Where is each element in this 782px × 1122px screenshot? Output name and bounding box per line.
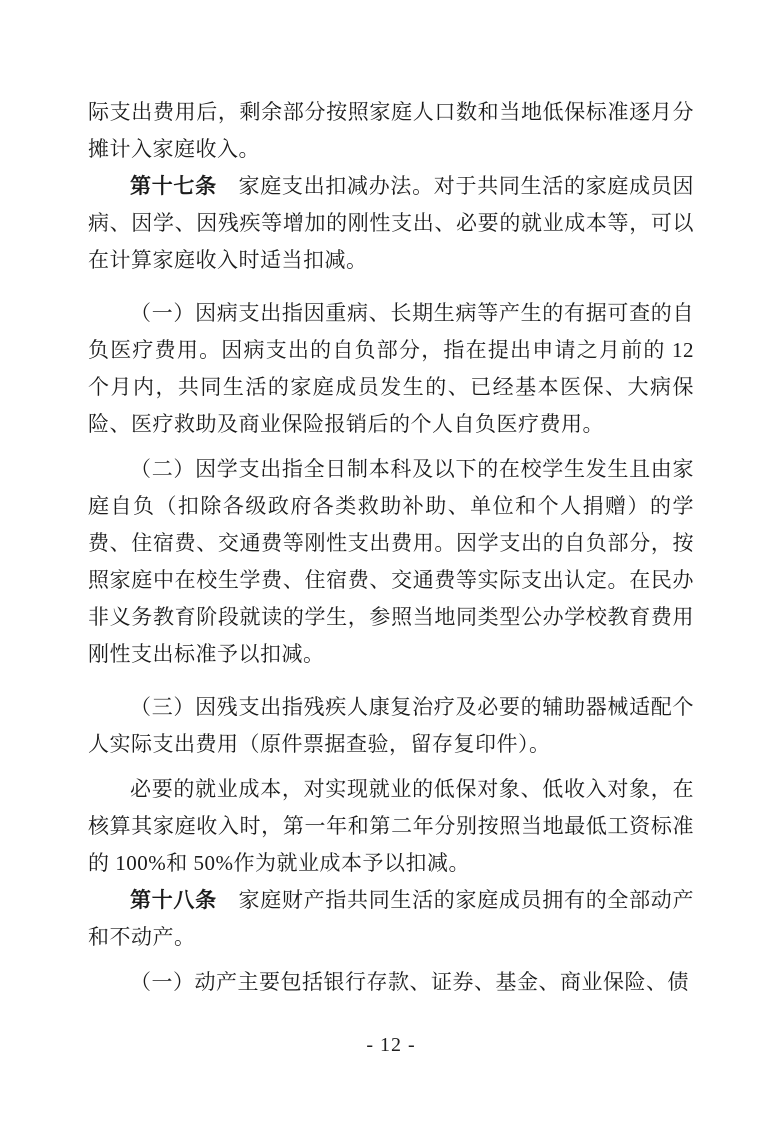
paragraph-text: 必要的就业成本，对实现就业的低保对象、低收入对象，在核算其家庭收入时，第一年和第二年分别按照当地最低工资标准的 100%和 50%作为就业成本予以扣减。 xyxy=(88,777,694,875)
document-body xyxy=(88,94,694,1001)
paragraph-text: 家庭财产指共同生活的家庭成员拥有的全部动产和不动产。 xyxy=(88,888,695,949)
paragraph-text: （一）动产主要包括银行存款、证券、基金、商业保险、债 xyxy=(130,970,689,994)
paragraph-text: （二）因学支出指全日制本科及以下的在校学生发生且由家庭自负（扣除各级政府各类救助补助、单位和个人捐赠）的学费、住宿费、交通费等刚性支出费用。因学支出的自负部分，按照家庭中在校生学费、住宿费、交通费等实际支出认定。在民办非义务教育阶段就读的学生，参照当地同类型公办学校教育费用刚性支出标准予以扣减。 xyxy=(88,457,694,666)
paragraph-text: （一）因病支出指因重病、长期生病等产生的有据可查的自负医疗费用。因病支出的自负部分，指在提出申请之月前的 12 个月内，共同生活的家庭成员发生的、已经基本医保、大病保险、医疗救助及商业保险报销后的个人自负医疗费用。 xyxy=(88,301,694,436)
paragraph-employment-cost xyxy=(88,771,694,882)
paragraph-item-3-disability xyxy=(88,689,694,763)
paragraph-item-1-illness xyxy=(88,295,694,443)
paragraph-continuation xyxy=(88,94,694,168)
paragraph-text: （三）因残支出指残疾人康复治疗及必要的辅助器械适配个人实际支出费用（原件票据查验，留存复印件）。 xyxy=(88,695,694,756)
paragraph-item-2-education xyxy=(88,451,694,673)
article-number-bold: 第十七条 xyxy=(130,174,217,198)
paragraph-article-18 xyxy=(88,882,694,956)
paragraph-item-1-movable-property xyxy=(88,964,694,1001)
article-number-bold: 第十八条 xyxy=(130,888,217,912)
page-number: - 12 - xyxy=(366,1034,416,1056)
paragraph-article-17 xyxy=(88,168,694,279)
paragraph-text: 家庭支出扣减办法。对于共同生活的家庭成员因病、因学、因残疾等增加的刚性支出、必要的就业成本等，可以在计算家庭收入时适当扣减。 xyxy=(88,174,695,272)
paragraph-text: 际支出费用后，剩余部分按照家庭人口数和当地低保标准逐月分摊计入家庭收入。 xyxy=(88,100,694,161)
